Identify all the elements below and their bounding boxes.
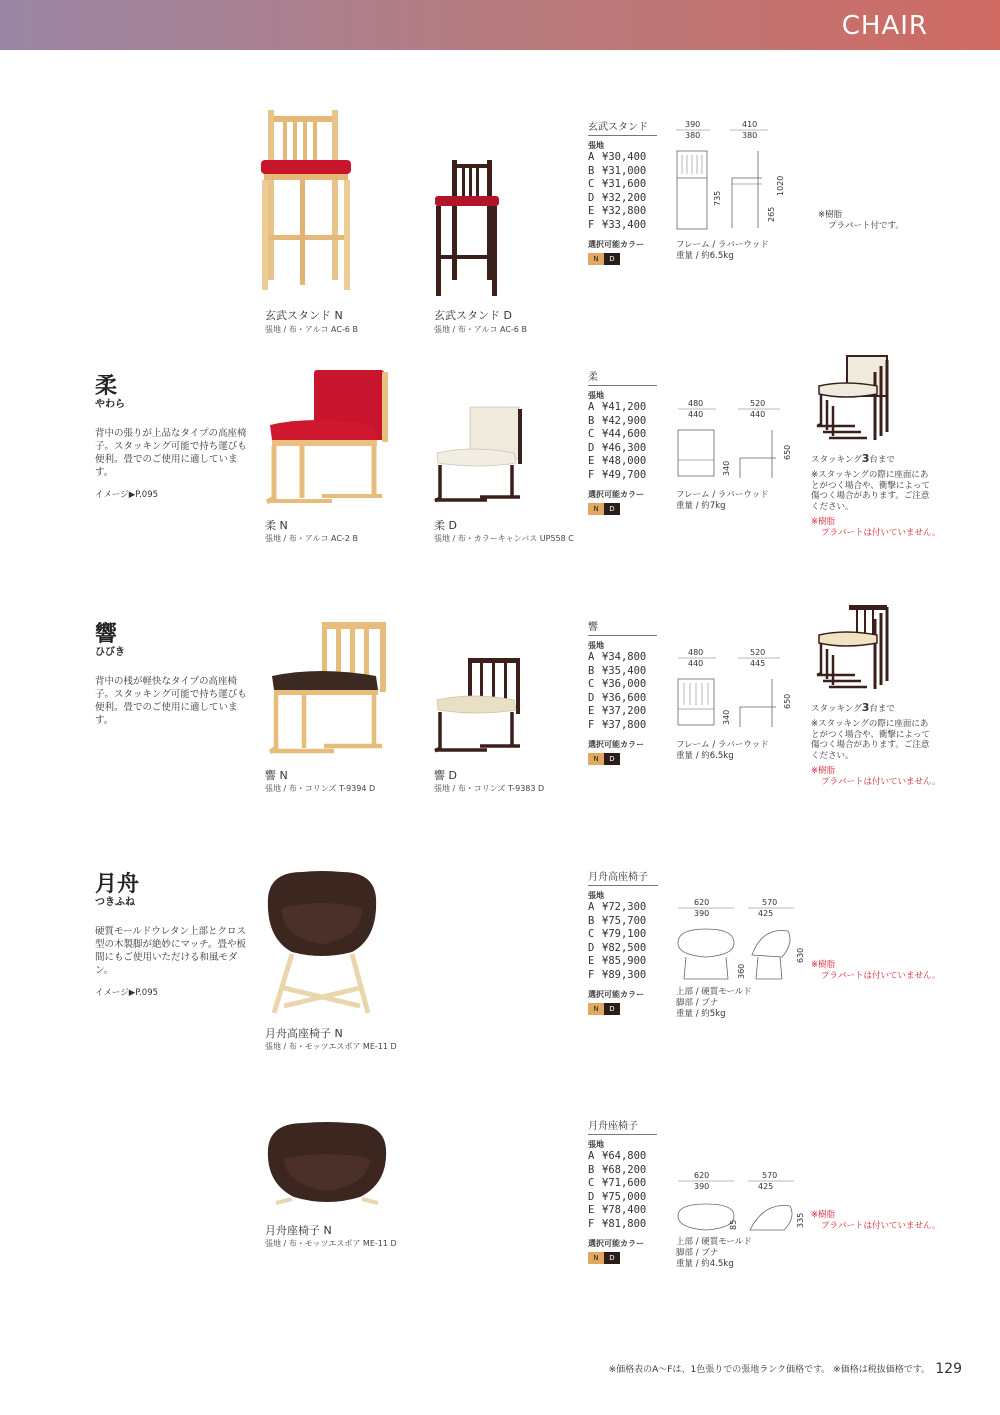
genbu-d-name: 玄武スタンド D [434, 309, 512, 322]
price-row: F ¥37,800 [588, 718, 647, 731]
tsukifune-low-chair-image [262, 1117, 392, 1217]
tsukifune-low-material: 上部 / 硬質モールド 脚部 / ブナ 重量 / 約4.5kg [676, 1237, 752, 1269]
price-row: A ¥34,800 [588, 651, 647, 663]
color-swatch-d: D [604, 753, 620, 765]
price-row: F ¥81,800 [588, 1217, 647, 1230]
hibiki-reading: ひびき [95, 647, 125, 658]
tsukifune-low-spec: 張地 / 布・モッツエスポア ME-11 D [265, 1239, 397, 1248]
dim-height-3: 1020 [776, 175, 785, 196]
price-table-title: 月舟高座椅子 [588, 868, 658, 886]
dim-width-1: 620 [694, 1171, 710, 1180]
yawara-image-ref: イメージ▶P.095 [95, 490, 159, 500]
tsukifune-low-price-table [588, 1117, 658, 1264]
genbu-n-chair-image [258, 110, 358, 300]
price-row: B ¥31,000 [588, 164, 647, 177]
genbu-d-spec: 張地 / 布・アルコ AC-6 B [434, 325, 527, 334]
yawara-stack-image [815, 352, 893, 444]
tsukifune-high-spec: 張地 / 布・モッツエスポア ME-11 D [265, 1042, 397, 1051]
fabric-label: 張地 [588, 1140, 604, 1149]
yawara-stack-text: スタッキング3台まで [811, 452, 895, 465]
price-row: D ¥75,000 [588, 1190, 647, 1203]
yawara-price-table [588, 368, 658, 515]
dim-width-2: 570 [762, 898, 778, 907]
price-table-title: 玄武スタンド [588, 118, 657, 136]
hibiki-d-spec: 張地 / 布・コリンズ T-9383 D [434, 784, 545, 793]
tsukifune-high-dimension-drawing [672, 897, 812, 987]
dim-width-1: 620 [694, 898, 710, 907]
color-swatches [588, 503, 658, 515]
dim-width-1: 480 [688, 648, 704, 657]
dim-width-2: 410 [742, 120, 758, 129]
dim-width-1: 480 [688, 399, 704, 408]
dim-height-1: 340 [722, 709, 731, 725]
hibiki-dimension-drawing [672, 647, 797, 737]
price-rows [588, 401, 658, 482]
dim-width-1b: 390 [694, 1182, 710, 1191]
price-table-title: 月舟座椅子 [588, 1117, 657, 1135]
tsukifune-reading: つきふね [95, 897, 135, 908]
genbu-n-spec: 張地 / 布・アルコ AC-6 B [265, 325, 358, 334]
yawara-d-chair-image [432, 405, 527, 505]
color-swatches [588, 1003, 658, 1015]
color-swatch-n: N [588, 503, 604, 515]
price-row: D ¥36,600 [588, 691, 647, 704]
price-row: C ¥79,100 [588, 928, 647, 940]
fabric-label: 張地 [588, 141, 604, 150]
hibiki-title: 響 [95, 622, 118, 647]
color-swatch-n: N [588, 253, 604, 265]
dim-height-1: 735 [713, 190, 722, 206]
price-row: D ¥46,300 [588, 441, 647, 454]
tsukifune-low-name: 月舟座椅子 N [265, 1224, 332, 1237]
dim-height-2: 265 [767, 206, 776, 222]
price-row: C ¥71,600 [588, 1177, 647, 1189]
price-row: C ¥44,600 [588, 428, 647, 440]
color-label: 選択可能カラー [588, 740, 644, 749]
price-rows [588, 901, 658, 982]
hibiki-n-name: 響 N [265, 769, 288, 782]
dim-width-2: 520 [750, 399, 766, 408]
price-row: A ¥41,200 [588, 401, 647, 413]
price-table-title: 柔 [588, 368, 657, 386]
price-row: F ¥49,700 [588, 468, 647, 481]
hibiki-stack-text: スタッキング3台まで [811, 701, 895, 714]
dim-width-1b: 440 [688, 410, 704, 419]
dim-width-1b: 440 [688, 659, 704, 668]
genbu-price-table [588, 118, 658, 265]
yawara-n-chair-image [262, 370, 392, 505]
price-row: A ¥64,800 [588, 1150, 647, 1162]
hibiki-stack-note: ※スタッキングの際に座面にあとがつく場合や、衝撃によって傷つく場合があります。ご注意ください。 [811, 719, 930, 761]
hibiki-d-chair-image [432, 656, 524, 756]
hibiki-stack-image [815, 603, 893, 693]
genbu-n-name: 玄武スタンド N [265, 309, 343, 322]
tsukifune-low-resin-note: ※樹脂 プラパートは付いていません。 [811, 1210, 941, 1231]
tsukifune-high-resin-note: ※樹脂 プラパートは付いていません。 [811, 960, 941, 981]
tsukifune-high-material: 上部 / 硬質モールド 脚部 / ブナ 重量 / 約5kg [676, 987, 752, 1019]
price-row: A ¥30,400 [588, 151, 647, 163]
color-label: 選択可能カラー [588, 990, 644, 999]
color-swatch-n: N [588, 753, 604, 765]
genbu-note: ※樹脂 プラパート付です。 [818, 210, 904, 231]
yawara-stack-note: ※スタッキングの際に座面にあとがつく場合や、衝撃によって傷つく場合があります。ご注意ください。 [811, 470, 930, 512]
price-row: F ¥33,400 [588, 218, 647, 231]
dim-height-1: 340 [722, 460, 731, 476]
dim-width-2b: 380 [742, 131, 758, 140]
price-row: C ¥31,600 [588, 178, 647, 190]
dim-width-2: 520 [750, 648, 766, 657]
hibiki-n-spec: 張地 / 布・コリンズ T-9394 D [265, 784, 376, 793]
yawara-n-spec: 張地 / 布・アルコ AC-2 B [265, 534, 358, 543]
color-swatches [588, 753, 658, 765]
dim-height-3: 630 [796, 947, 805, 963]
yawara-n-name: 柔 N [265, 519, 288, 532]
hibiki-price-table [588, 618, 658, 765]
hibiki-d-name: 響 D [434, 769, 457, 782]
page-category-title: CHAIR [841, 11, 928, 41]
tsukifune-description: 硬質モールドウレタン上部とクロス型の木製脚が絶妙にマッチ。畳や板間にもご使用いただける和風モダン。 [95, 926, 247, 976]
dim-width-2b: 445 [750, 659, 766, 668]
yawara-d-spec: 張地 / 布・カラーキャンバス UP558 C [434, 534, 574, 543]
price-row: B ¥75,700 [588, 914, 647, 927]
yawara-d-name: 柔 D [434, 519, 457, 532]
yawara-description: 背中の張りが上品なタイプの高座椅子。スタッキング可能で持ち運びも便利。畳でのご使用に適しています。 [95, 428, 247, 478]
color-label: 選択可能カラー [588, 240, 644, 249]
hibiki-description: 背中の桟が軽快なタイプの高座椅子。スタッキング可能で持ち運びも便利。畳でのご使用に適しています。 [95, 676, 247, 726]
dim-width-1: 390 [685, 120, 701, 129]
price-row: B ¥68,200 [588, 1163, 647, 1176]
price-row: F ¥89,300 [588, 968, 647, 981]
color-swatch-d: D [604, 253, 620, 265]
yawara-title: 柔 [95, 374, 118, 399]
color-swatch-d: D [604, 503, 620, 515]
color-swatch-n: N [588, 1003, 604, 1015]
dim-height-1: 85 [729, 1219, 738, 1230]
price-table-title: 響 [588, 618, 657, 636]
tsukifune-title: 月舟 [95, 872, 140, 897]
price-rows [588, 151, 658, 232]
price-row: D ¥82,500 [588, 941, 647, 954]
genbu-material: フレーム / ラバーウッド 重量 / 約6.5kg [676, 240, 769, 261]
dim-height-3: 650 [783, 444, 792, 460]
price-row: E ¥32,800 [588, 205, 647, 217]
color-swatches [588, 1252, 658, 1264]
dim-width-2: 570 [762, 1171, 778, 1180]
color-label: 選択可能カラー [588, 1239, 644, 1248]
tsukifune-high-name: 月舟高座椅子 N [265, 1027, 343, 1040]
yawara-material: フレーム / ラバーウッド 重量 / 約7kg [676, 490, 769, 511]
fabric-label: 張地 [588, 391, 604, 400]
dim-height-1: 360 [737, 963, 746, 979]
price-rows [588, 1150, 658, 1231]
page-number: 129 [935, 1361, 962, 1377]
price-row: D ¥32,200 [588, 191, 647, 204]
dim-height-3: 650 [783, 693, 792, 709]
price-row: C ¥36,000 [588, 678, 647, 690]
tsukifune-low-dimension-drawing [672, 1170, 812, 1236]
tsukifune-high-price-table [588, 868, 658, 1015]
color-swatch-d: D [604, 1252, 620, 1264]
dim-width-2b: 425 [758, 909, 774, 918]
price-row: E ¥85,900 [588, 955, 647, 967]
yawara-resin-note: ※樹脂 プラパートは付いていません。 [811, 517, 941, 538]
price-rows [588, 651, 658, 732]
dim-width-1b: 380 [685, 131, 701, 140]
price-row: B ¥42,900 [588, 414, 647, 427]
fabric-label: 張地 [588, 891, 604, 900]
genbu-d-chair-image [432, 160, 507, 300]
color-label: 選択可能カラー [588, 490, 644, 499]
yawara-dimension-drawing [672, 398, 797, 488]
color-swatch-n: N [588, 1252, 604, 1264]
tsukifune-high-chair-image [262, 868, 382, 1018]
color-swatch-d: D [604, 1003, 620, 1015]
dim-width-2b: 440 [750, 410, 766, 419]
footer-price-note: ※価格表のA〜Fは、1色張りでの張地ランク価格です。 ※価格は税抜価格です。 [608, 1365, 930, 1375]
hibiki-resin-note: ※樹脂 プラパートは付いていません。 [811, 766, 941, 787]
hibiki-n-chair-image [264, 620, 392, 755]
dim-width-2b: 425 [758, 1182, 774, 1191]
price-row: E ¥48,000 [588, 455, 647, 467]
genbu-dimension-drawing [672, 118, 792, 236]
price-row: E ¥78,400 [588, 1204, 647, 1216]
tsukifune-image-ref: イメージ▶P.095 [95, 988, 159, 998]
dim-width-1b: 390 [694, 909, 710, 918]
color-swatches [588, 253, 658, 265]
yawara-reading: やわら [95, 399, 125, 410]
price-row: E ¥37,200 [588, 705, 647, 717]
price-row: B ¥35,400 [588, 664, 647, 677]
dim-height-3: 335 [796, 1212, 805, 1228]
hibiki-material: フレーム / ラバーウッド 重量 / 約6.5kg [676, 740, 769, 761]
fabric-label: 張地 [588, 641, 604, 650]
price-row: A ¥72,300 [588, 901, 647, 913]
